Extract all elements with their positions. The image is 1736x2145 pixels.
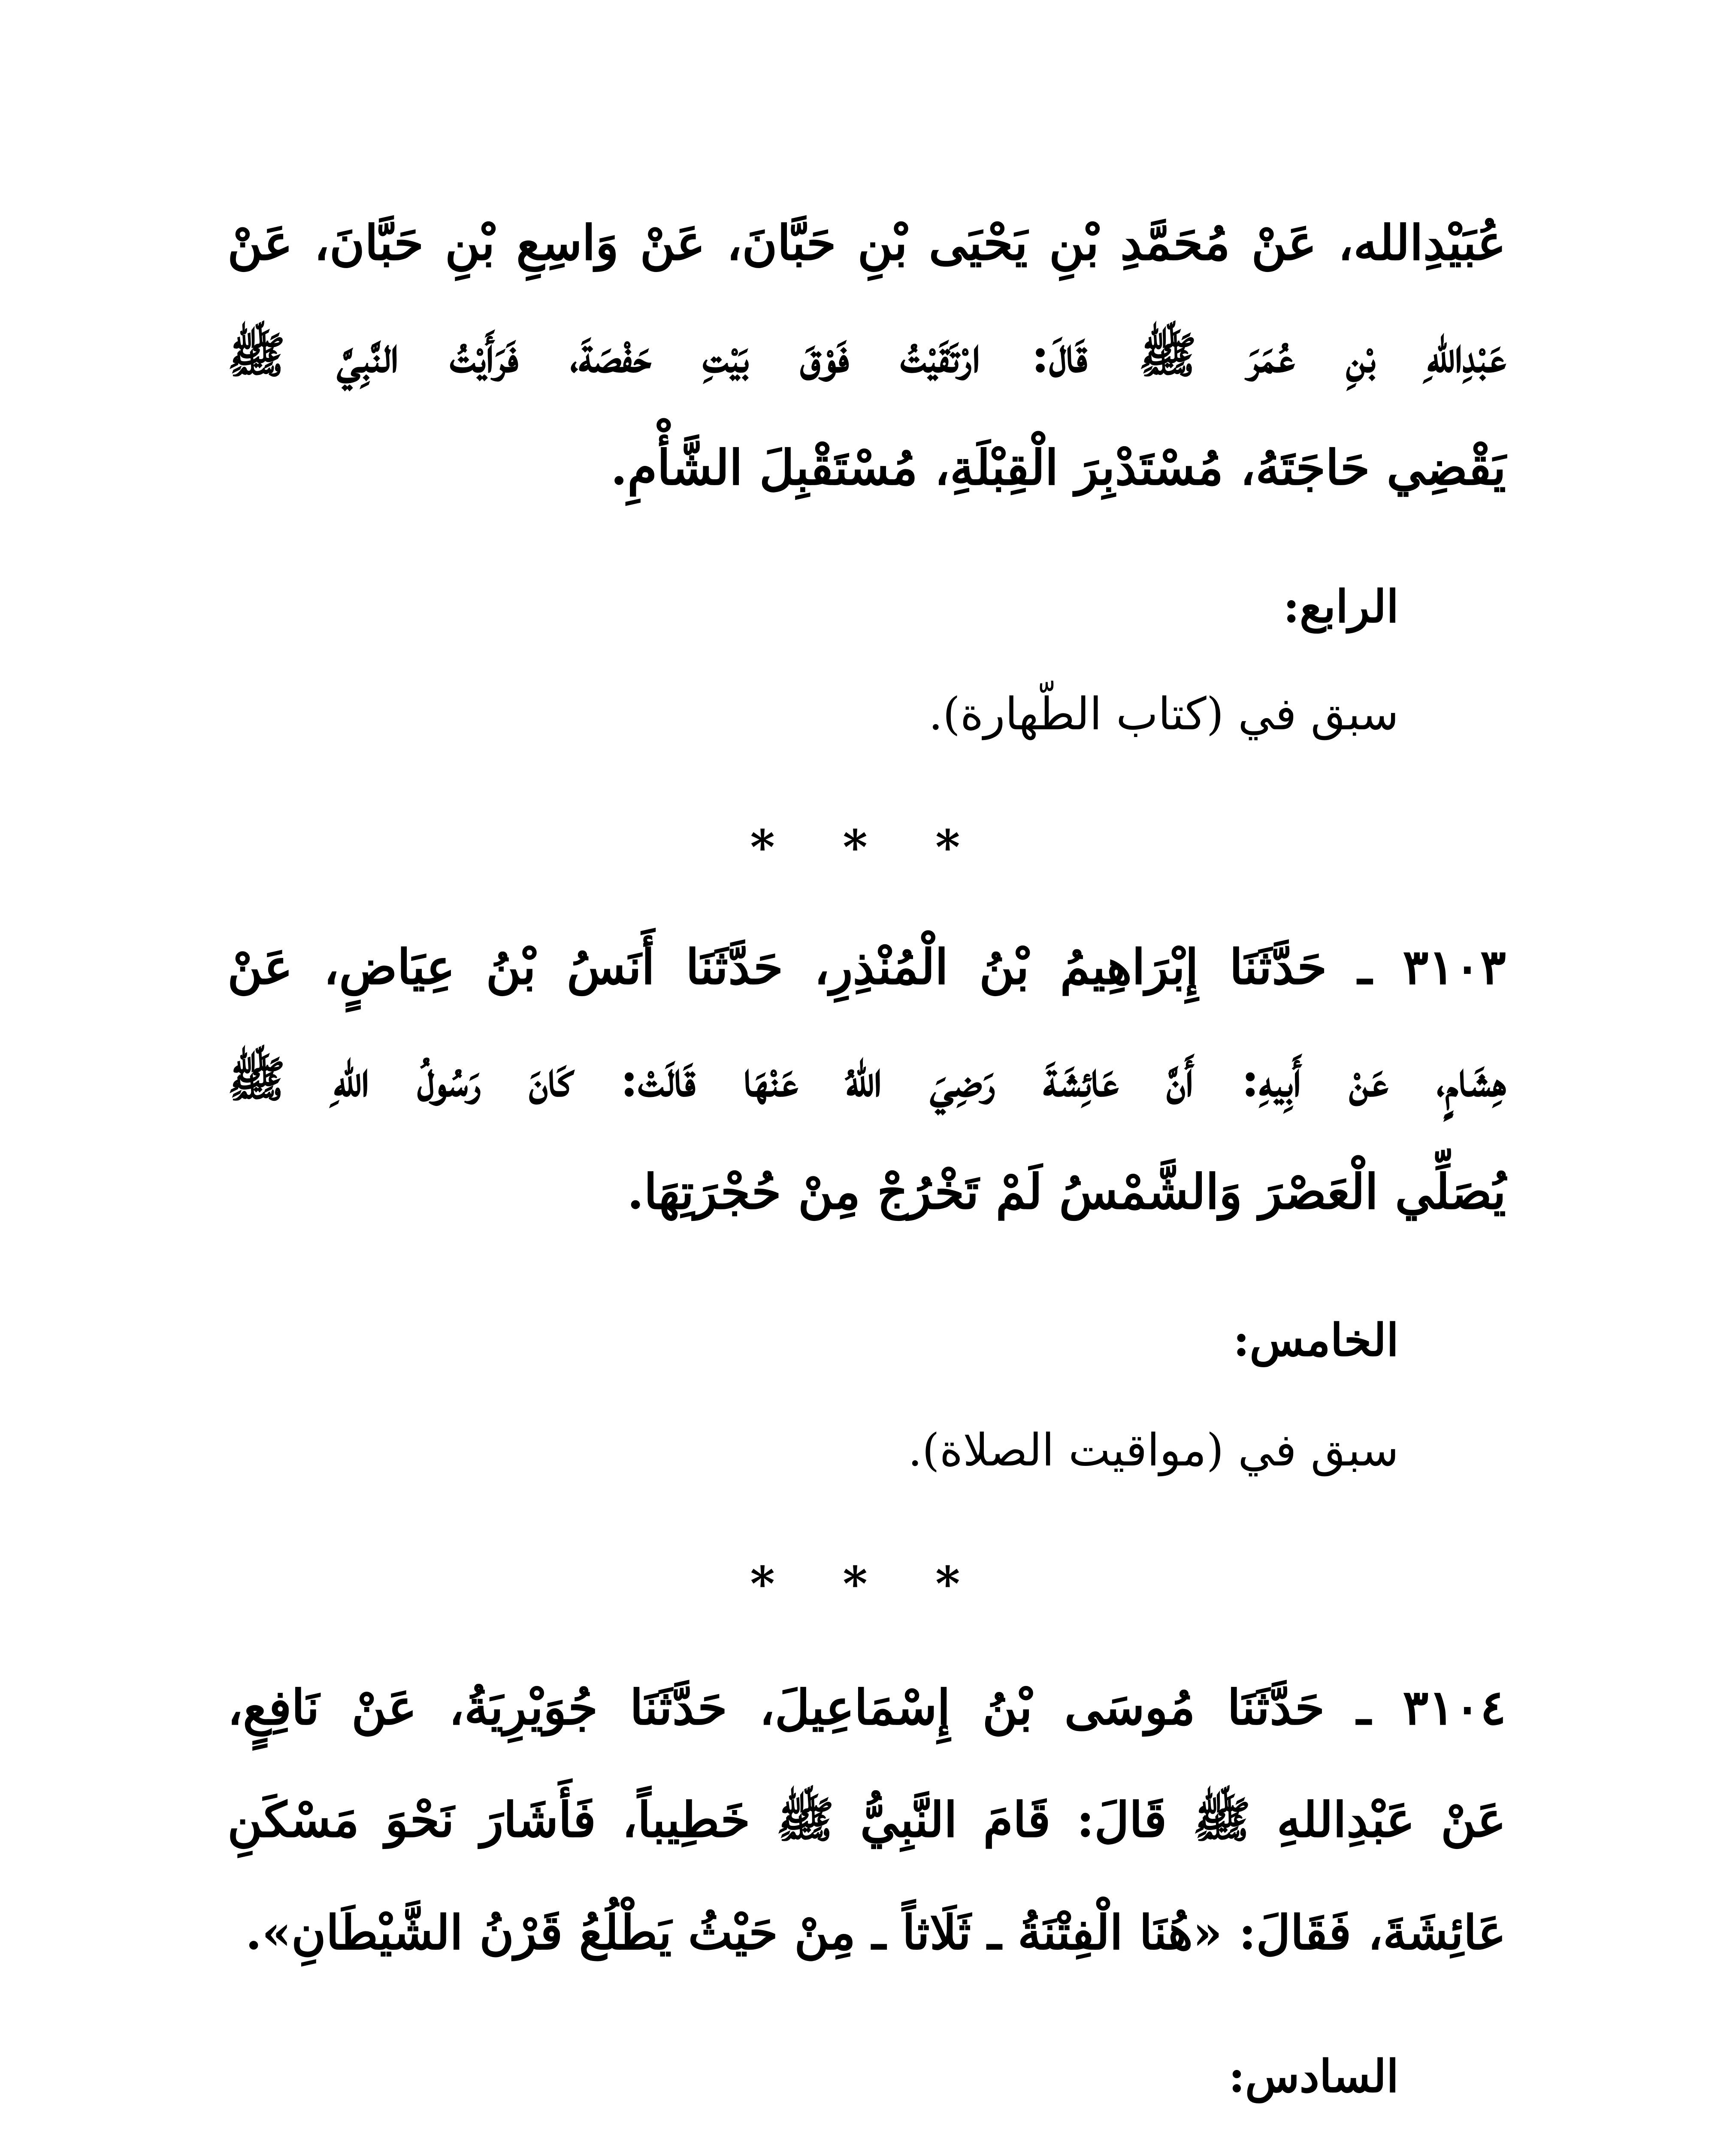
hadith-3104-text <box>227 1652 1506 1989</box>
hadith-continuation-text <box>227 187 1506 524</box>
text-line: عُبَيْدِالله، عَنْ مُحَمَّدِ بْنِ يَحْيَى بْنِ حَبَّانَ، عَنْ وَاسِعِ بْنِ حَبَّانَ، عَنْ <box>227 215 1506 271</box>
section-separator: * * * <box>750 1556 986 1611</box>
text-line: يَقْضِي حَاجَتَهُ، مُسْتَدْبِرَ الْقِبْلَةِ، مُسْتَقْبِلَ الشَّأْمِ. <box>611 440 1506 496</box>
text-line: يُصَلِّي الْعَصْرَ وَالشَّمْسُ لَمْ تَخْرُجْ مِنْ حُجْرَتِهَا. <box>627 1164 1506 1220</box>
section-heading-fifth: الخامس: <box>1233 1314 1399 1366</box>
text-line: ٣١٠٣ ـ حَدَّثَنَا إِبْرَاهِيمُ بْنُ الْمُنْذِرِ، حَدَّثَنَا أَنَسُ بْنُ عِيَاضٍ، عَنْ <box>227 939 1506 995</box>
hadith-3103-text <box>227 911 1506 1248</box>
section-separator: * * * <box>750 819 986 875</box>
text-line: عَنْ عَبْدِاللهِ ﷺ قَالَ: قَامَ النَّبِيُّ ﷺ خَطِيباً، فَأَشَارَ نَحْوَ مَسْكَنِ <box>227 1792 1506 1848</box>
section-heading-sixth: السادس: <box>1228 2050 1399 2103</box>
text-line: عَبْدِاللهِ بْنِ عُمَرَ ﷺ قَالَ: ارْتَقَيْتُ فَوْقَ بَيْتِ حَفْصَةَ، فَرَأَيْتُ النَّبِيَّ ﷺ <box>227 327 1506 384</box>
section-body-fifth: سبق في (مواقيت الصلاة). <box>908 1424 1399 1476</box>
section-heading-fourth: الرابع: <box>1283 580 1399 633</box>
text-line: هِشَامٍ، عَنْ أَبِيهِ: أَنَّ عَائِشَةَ رَضِيَ اللهُ عَنْهَا قَالَتْ: كَانَ رَسُولُ اللهِ ﷺ <box>227 1051 1506 1108</box>
text-line: عَائِشَةَ، فَقَالَ: «هُنَا الْفِتْنَةُ ـ ثَلَاثاً ـ مِنْ حَيْثُ يَطْلُعُ قَرْنُ الشَّيْطَانِ». <box>245 1905 1506 1960</box>
text-line: ٣١٠٤ ـ حَدَّثَنَا مُوسَى بْنُ إِسْمَاعِيلَ، حَدَّثَنَا جُوَيْرِيَةُ، عَنْ نَافِعٍ، <box>227 1680 1506 1736</box>
section-body-fourth: سبق في (كتاب الطّهارة). <box>928 688 1399 740</box>
